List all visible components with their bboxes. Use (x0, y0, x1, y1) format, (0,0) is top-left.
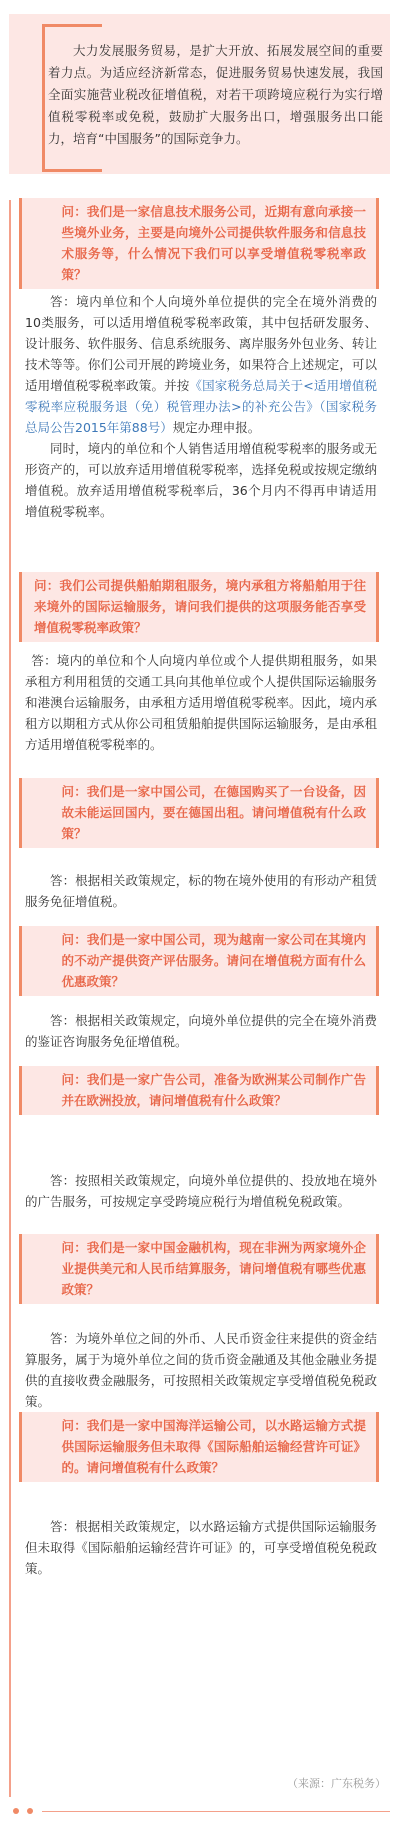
question-4 (19, 926, 379, 996)
question-1 (19, 198, 379, 289)
question-5-text: 问：我们是一家广告公司，准备为欧洲某公司制作广告并在欧洲投放，请问增值税有什么政策？ (61, 1072, 366, 1108)
answer-1-paragraph-2: 同时，境内的单位和个人销售适用增值税零税率的服务或无形资产的，可以放弃适用增值税零税率，选择免税或按规定缴纳增值税。放弃适用增值税零税率后，36个月内不得再申请适用增值税零税率。 (25, 441, 377, 519)
answer-3 (25, 870, 377, 912)
answer-7 (25, 1516, 377, 1579)
answer-4-paragraph: 答：根据相关政策规定，向境外单位提供的完全在境外消费的鉴证咨询服务免征增值税。 (25, 1013, 377, 1049)
answer-3-paragraph: 答：根据相关政策规定，标的物在境外使用的有形动产租赁服务免征增值税。 (25, 873, 377, 909)
question-3 (19, 778, 379, 848)
answer-1-text-pre: 答：境内单位和个人向境外单位提供的完全在境外消费的10类服务，可以适用增值税零税率政策，其中包括研发服务、设计服务、软件服务、信息系统服务、离岸服务外包业务、转让技术等等。你们公司开展的跨境业务，如果符合上述规定，可以适用增值税零税率政策。并按 (25, 294, 377, 393)
left-rule (9, 200, 11, 1797)
question-6 (19, 1234, 379, 1304)
question-7-text: 问：我们是一家中国海洋运输公司，以水路运输方式提供国际运输服务但未取得《国际船舶运输经营许可证》的。请问增值税有什么政策？ (61, 1418, 366, 1475)
question-5 (19, 1066, 379, 1115)
answer-6 (25, 1328, 377, 1412)
answer-5-paragraph: 答：按照相关政策规定，向境外单位提供的、投放地在境外的广告服务，可按规定享受跨境应税行为增值税免税政策。 (25, 1173, 377, 1209)
footer-dot-2 (27, 1808, 33, 1814)
answer-6-paragraph: 答：为境外单位之间的外币、人民币资金往来提供的资金结算服务，属于为境外单位之间的货币资金融通及其他金融业务提供的直接收费金融服务，可按照相关政策规定享受增值税免税政策。 (25, 1331, 377, 1409)
question-4-text: 问：我们是一家中国公司，现为越南一家公司在其境内的不动产提供资产评估服务。请问在增值税方面有什么优惠政策？ (61, 932, 366, 989)
answer-1-text-post: 规定办理申报。 (172, 420, 261, 435)
intro-paragraph: 大力发展服务贸易，是扩大开放、拓展发展空间的重要着力点。为适应经济新常态，促进服务贸易快速发展，我国全面实施营业税改征增值税，对若干项跨境应税行为实行增值税零税率或免税，鼓励扩大服务出口，增强服务出口能力，培育“中国服务”的国际竞争力。 (48, 43, 383, 146)
answer-2 (25, 650, 377, 755)
source-note: （来源：广东税务） (287, 1777, 386, 1790)
footer-rule (42, 1811, 390, 1812)
answer-1-reference-link[interactable]: 《国家税务总局关于<适用增值税零税率应税服务退（免）税管理办法>的补充公告》（国家税务总局公告2015年第88号） (25, 378, 377, 435)
answer-4 (25, 1010, 377, 1052)
question-3-text: 问：我们是一家中国公司，在德国购买了一台设备，因故未能运回国内，要在德国出租。请问增值税有什么政策？ (61, 784, 366, 841)
answer-7-paragraph: 答：根据相关政策规定，以水路运输方式提供国际运输服务但未取得《国际船舶运输经营许可证》的，可享受增值税免税政策。 (25, 1519, 377, 1576)
footer-dot-1 (13, 1808, 19, 1814)
answer-2-paragraph: 答：境内的单位和个人向境内单位或个人提供期租服务，如果承租方利用租赁的交通工具向其他单位或个人提供国际运输服务和港澳台运输服务，由承租方适用增值税零税率。因此，境内承租方以期租方式从你公司租赁船舶提供国际运输服务，是由承租方适用增值税零税率的。 (25, 653, 377, 752)
answer-1 (25, 291, 377, 522)
question-1-text: 问：我们是一家信息技术服务公司，近期有意向承接一些境外业务，主要是向境外公司提供软件服务和信息技术服务等，什么情况下我们可以享受增值税零税率政策？ (61, 204, 366, 282)
question-7 (19, 1412, 379, 1482)
answer-5 (25, 1170, 377, 1212)
question-6-text: 问：我们是一家中国金融机构，现在非洲为两家境外企业提供美元和人民币结算服务，请问增值税有哪些优惠政策？ (61, 1240, 366, 1297)
answer-1-paragraph-1 (25, 291, 377, 438)
question-2-text: 问：我们公司提供船舶期租服务，境内承租方将船舶用于往来境外的国际运输服务，请问我们提供的这项服务能否享受增值税零税率政策？ (34, 578, 366, 635)
question-2 (19, 572, 379, 642)
